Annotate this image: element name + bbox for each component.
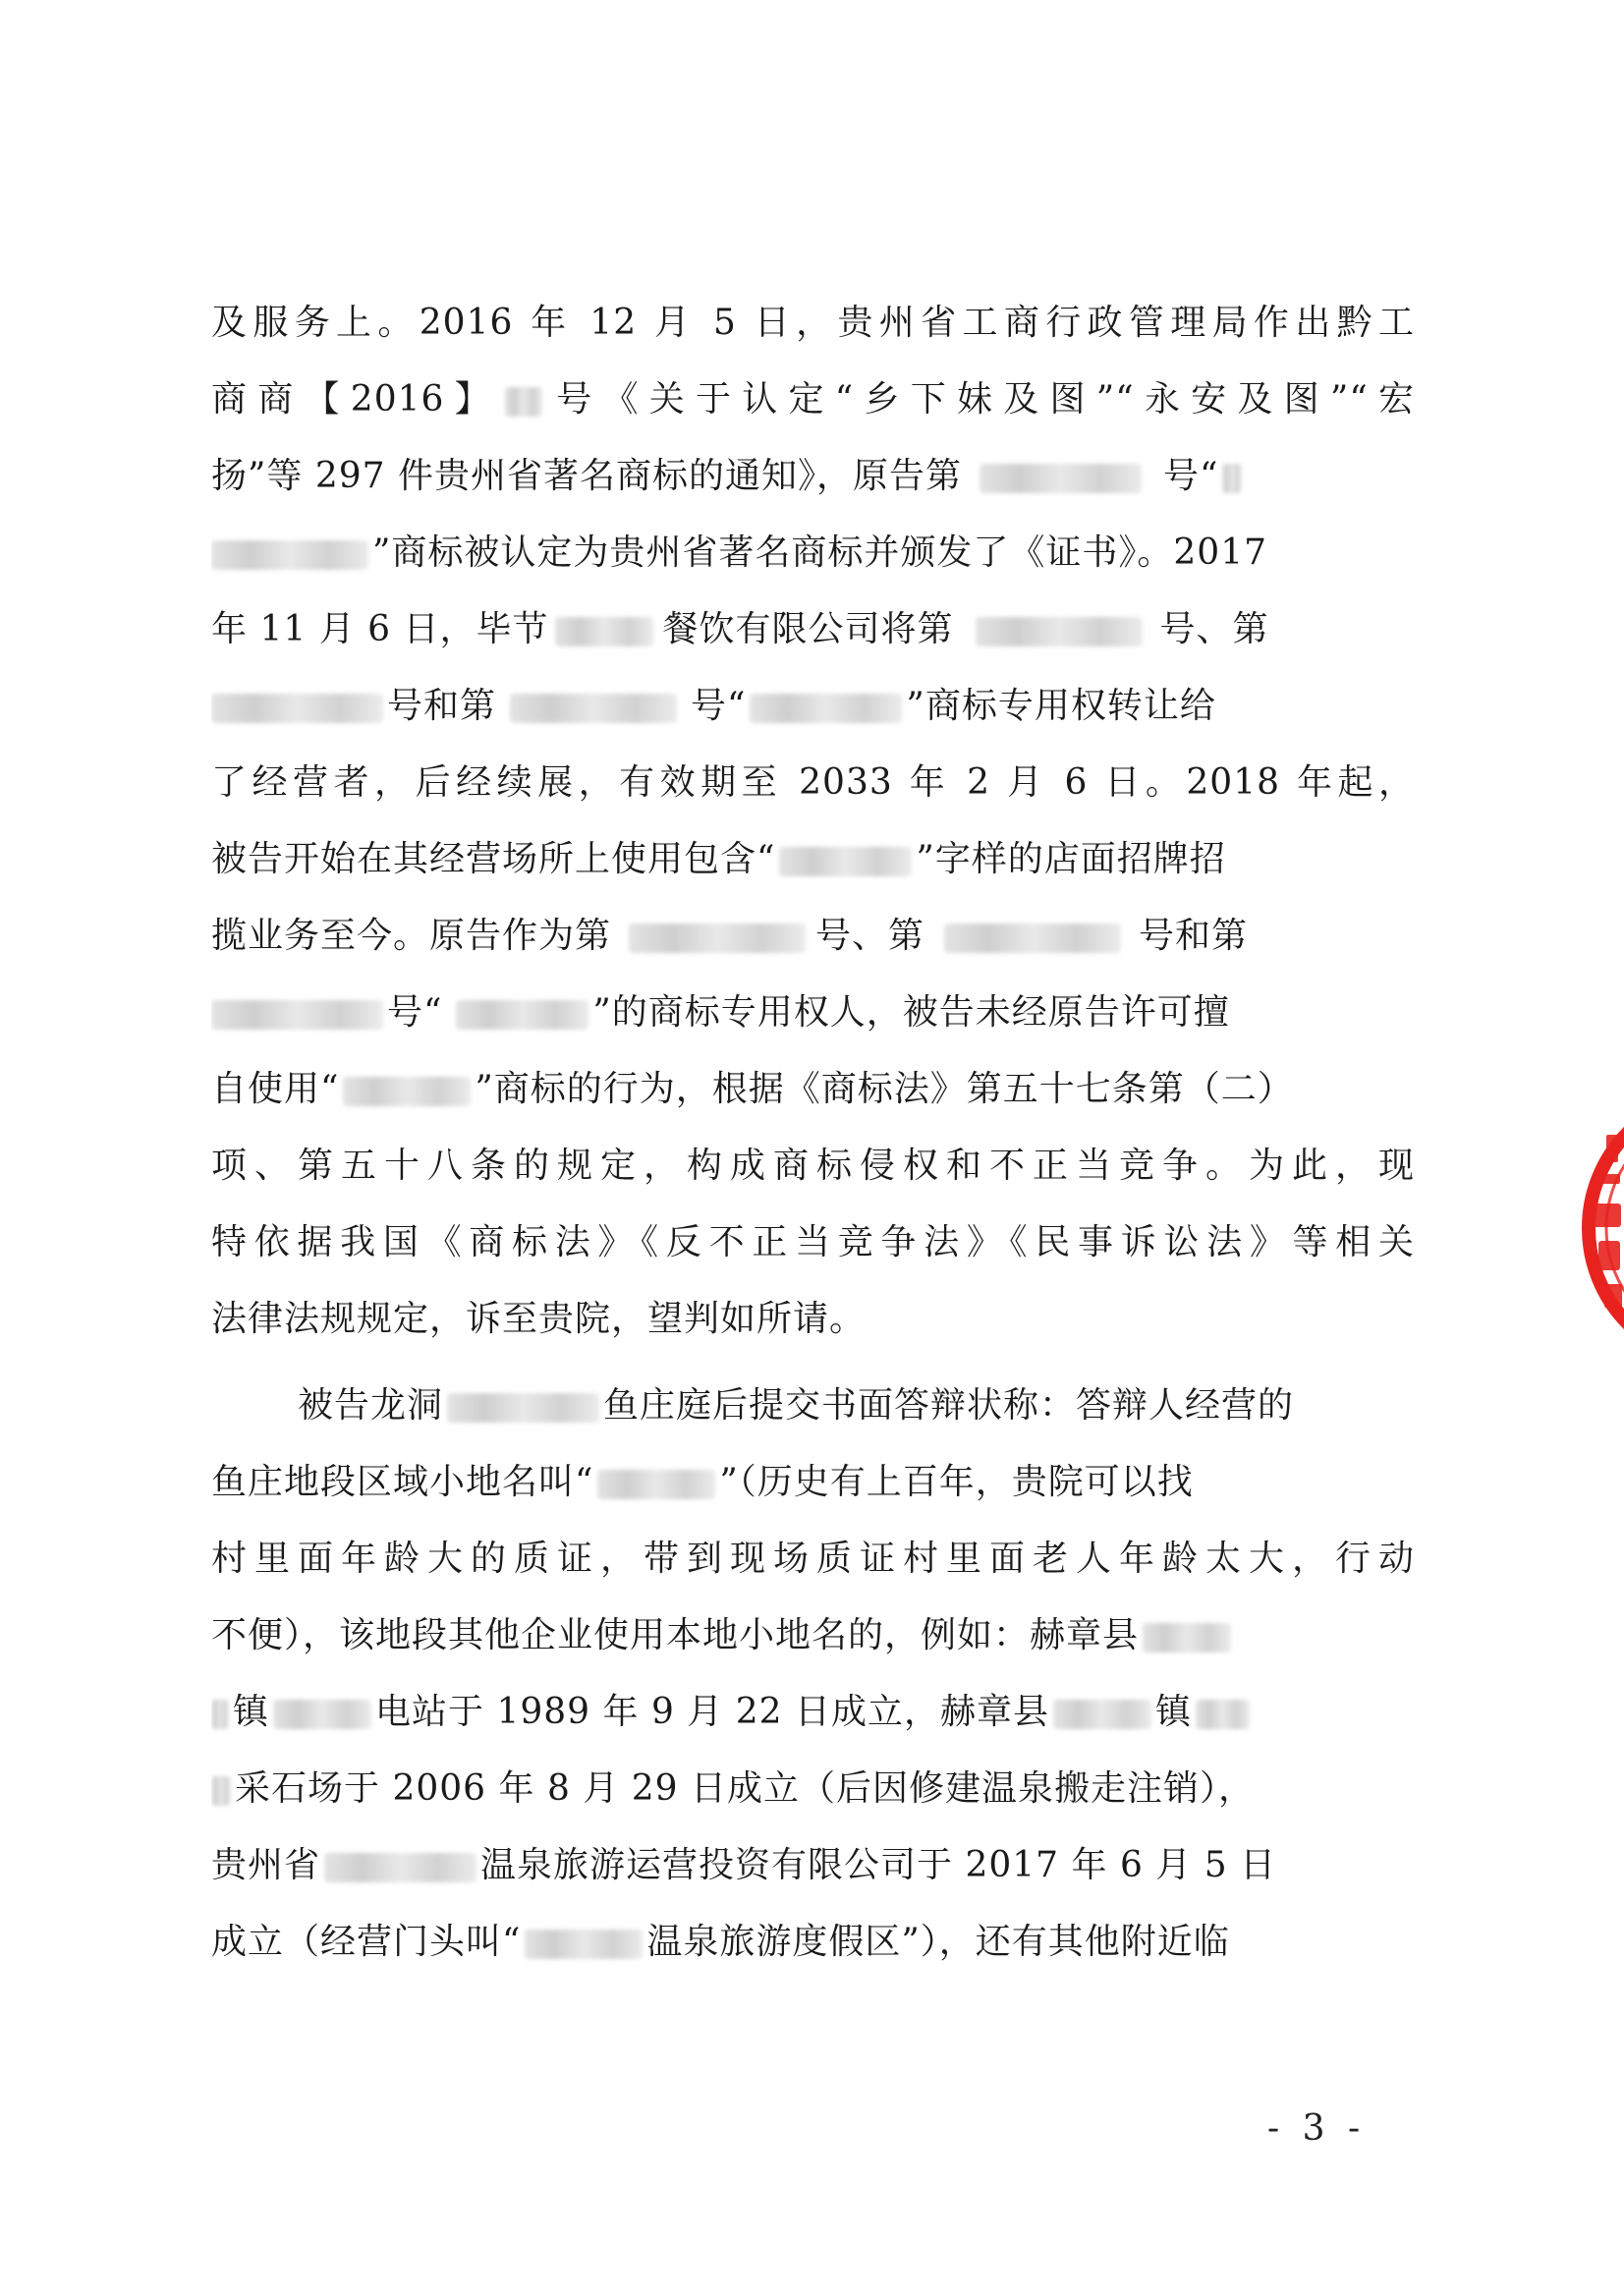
redacted-text [211,694,383,723]
text-segment: 镇 [233,1692,270,1732]
text-segment: 商商【2016】 [211,379,501,420]
text-segment: ”商标专用权转让给 [906,686,1216,726]
redacted-text [324,1853,476,1882]
redacted-text [779,847,912,876]
redacted-text [750,694,902,723]
redacted-text [447,1393,599,1423]
redacted-text [980,464,1142,493]
text-line [211,1751,1415,1827]
text-line [211,1597,1415,1674]
redacted-text [1196,1700,1250,1729]
text-segment: 法律法规规定，诉至贵院，望判如所请。 [211,1299,867,1339]
text-segment: 采石场于 2006 年 8 月 29 日成立（后因修建温泉搬走注销）， [235,1768,1255,1809]
text-segment: 号“ [1163,456,1219,496]
text-segment: 成立（经营门头叫“ [211,1922,522,1962]
redacted-text [211,540,368,570]
text-segment: 揽业务至今。原告作为第 [211,916,612,956]
redacted-text [555,617,653,646]
text-line [211,1904,1415,1981]
text-line [211,362,1415,438]
redacted-text [211,1700,229,1729]
text-segment: 电站于 1989 年 9 月 22 日成立，赫章县 [375,1692,1050,1732]
text-segment: 村里面年龄大的质证，带到现场质证村里面老人年龄太大，行动 [211,1539,1415,1579]
text-segment: 号“ [387,992,443,1033]
text-segment: 号和第 [387,686,497,726]
text-line [211,975,1415,1051]
redacted-text [1053,1700,1151,1729]
text-line [211,1827,1415,1904]
text-line [211,1204,1415,1281]
text-segment: 温泉旅游度假区”），还有其他附近临 [646,1922,1230,1962]
text-segment: 鱼庄地段区域小地名叫“ [211,1462,594,1502]
text-line [211,1128,1415,1204]
page-number: - 3 - [1267,2108,1367,2149]
redacted-text [510,694,677,723]
redacted-text [343,1077,471,1106]
text-segment: 了经营者，后经续展，有效期至 2033 年 2 月 6 日。2018 年起， [211,762,1415,803]
text-segment: 项、第五十八条的规定，构成商标侵权和不正当竞争。为此，现 [211,1146,1415,1186]
text-line [211,821,1415,898]
text-segment: 号《关于认定“乡下妹及图”“永安及图”“宏 [545,379,1415,420]
text-line [211,1521,1415,1597]
text-line [211,745,1415,821]
redacted-text [944,924,1121,953]
text-line [211,438,1415,515]
redacted-text [1222,464,1242,493]
text-segment: ”的商标专用权人，被告未经原告许可擅 [592,992,1230,1033]
text-line [211,1051,1415,1128]
text-segment: 号、第 [815,916,925,956]
redacted-text [525,1930,643,1959]
text-segment: 不便），该地段其他企业使用本地小地名的，例如：赫章县 [211,1615,1140,1655]
text-segment: 年 11 月 6 日，毕节 [211,609,549,649]
redacted-text [456,1000,588,1030]
text-segment: 及服务上。2016 年 12 月 5 日，贵州省工商行政管理局作出黔工 [211,303,1415,343]
redacted-text [211,1776,231,1806]
text-segment: 扬”等 297 件贵州省著名商标的通知》，原告第 [211,456,963,496]
text-line [211,285,1415,362]
text-segment: ”商标被认定为贵州省著名商标并颁发了《证书》。2017 [372,532,1268,573]
text-segment: 鱼庄庭后提交书面答辩状称：答辩人经营的 [603,1385,1295,1426]
text-segment: 特依据我国《商标法》《反不正当竞争法》《民事诉讼法》等相关 [211,1222,1415,1262]
text-line [211,591,1415,668]
text-segment: 号、第 [1159,609,1269,649]
text-segment: 餐饮有限公司将第 [662,609,954,649]
text-segment: 被告开始在其经营场所上使用包含“ [211,839,776,879]
text-segment: ”商标的行为，根据《商标法》第五十七条第（二） [475,1069,1294,1109]
text-segment: ”（历史有上百年，贵院可以找 [719,1462,1194,1502]
text-line [211,898,1415,975]
text-segment: 贵州省 [211,1845,321,1885]
text-segment: 镇 [1155,1692,1193,1732]
text-line [211,1281,1415,1358]
redacted-text [211,1000,383,1030]
redacted-text [629,924,806,953]
red-seal-stamp [1577,1066,1624,1390]
redacted-text [505,387,542,417]
text-line [211,668,1415,745]
redacted-text [597,1470,715,1499]
text-segment: 被告龙洞 [298,1385,444,1426]
redacted-text [1143,1623,1231,1652]
text-segment: 号和第 [1139,916,1249,956]
text-segment: 号“ [691,686,747,726]
text-segment: 温泉旅游运营投资有限公司于 2017 年 6 月 5 日 [480,1845,1277,1885]
text-line [211,515,1415,591]
redacted-text [273,1700,371,1729]
redacted-text [976,617,1143,646]
text-line [211,1444,1415,1521]
text-line [211,1674,1415,1751]
text-line [298,1368,1415,1444]
text-segment: 自使用“ [211,1069,340,1109]
text-segment: ”字样的店面招牌招 [916,839,1226,879]
